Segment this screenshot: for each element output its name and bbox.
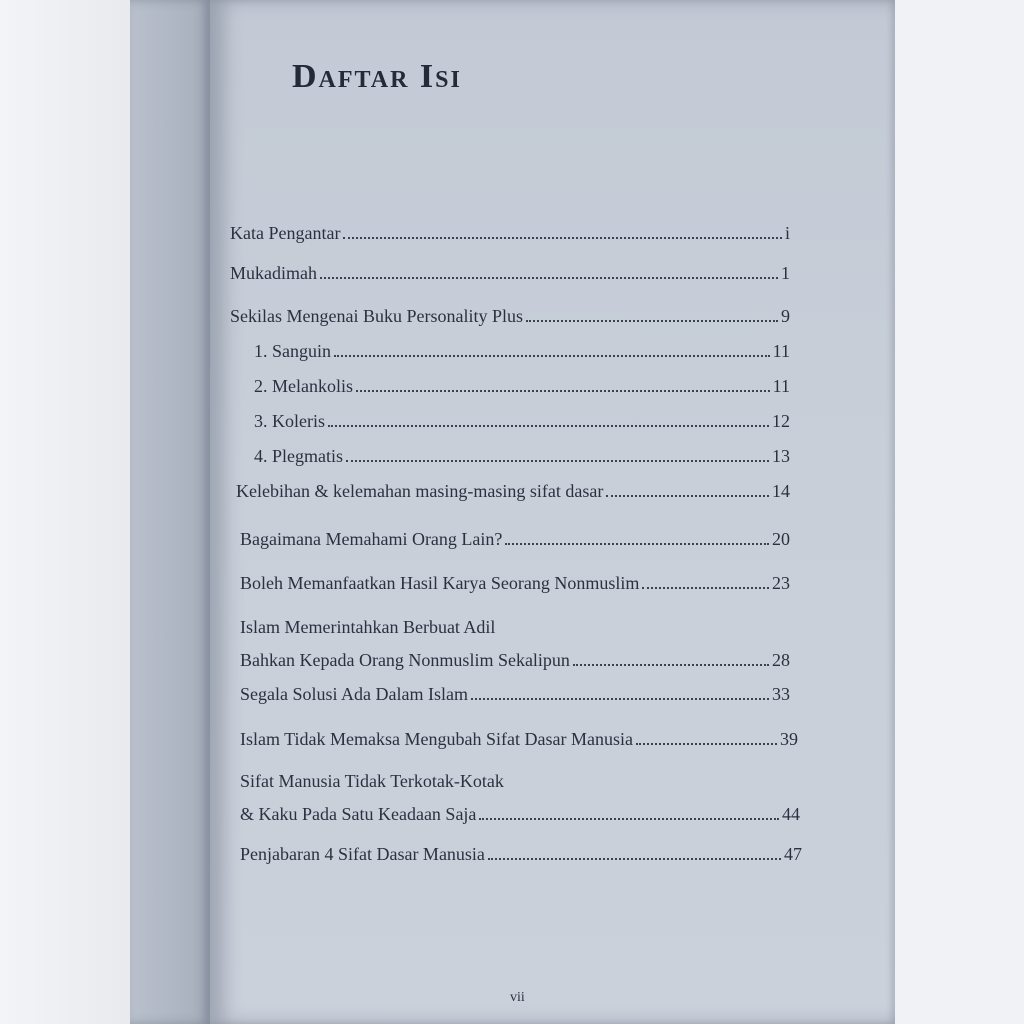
toc-page-number: 14 — [772, 481, 790, 501]
toc-label: & Kaku Pada Satu Keadaan Saja — [240, 804, 477, 824]
page-folio: vii — [510, 990, 525, 1005]
toc-leader — [328, 425, 769, 427]
toc-entry — [230, 262, 790, 284]
toc-leader — [320, 277, 778, 279]
toc-entry — [240, 728, 798, 750]
toc-entry — [254, 340, 790, 362]
toc-page-number: i — [784, 223, 790, 243]
toc-leader — [573, 664, 769, 666]
toc-label: Bagaimana Memahami Orang Lain? — [240, 529, 503, 549]
toc-leader — [334, 355, 770, 357]
toc-label-line1: Islam Memerintahkan Berbuat Adil — [240, 617, 496, 637]
toc-label: Islam Tidak Memaksa Mengubah Sifat Dasar Manusia — [240, 729, 633, 749]
toc-page-number: 9 — [781, 306, 790, 326]
toc-leader — [606, 495, 769, 497]
toc-leader — [479, 818, 779, 820]
toc-page-number: 23 — [772, 573, 790, 593]
toc-label: 3. Koleris — [254, 411, 325, 431]
book-page — [210, 0, 895, 1024]
toc-label: Penjabaran 4 Sifat Dasar Manusia — [240, 844, 485, 864]
toc-entry — [240, 770, 800, 825]
toc-entry — [254, 375, 790, 397]
page-title: Daftar Isi — [292, 58, 462, 95]
toc-label: 1. Sanguin — [254, 341, 332, 361]
toc-entry — [240, 616, 790, 671]
toc-page-number: 39 — [780, 729, 798, 749]
toc-label: Sekilas Mengenai Buku Personality Plus — [230, 306, 523, 326]
toc-leader — [505, 543, 769, 545]
toc-leader — [343, 237, 782, 239]
toc-label: 2. Melankolis — [254, 376, 353, 396]
toc-page-number: 33 — [772, 684, 790, 704]
toc-entry — [240, 572, 790, 594]
toc-entry — [240, 683, 790, 705]
toc-leader — [642, 587, 769, 589]
toc-page-number: 11 — [772, 376, 790, 396]
toc-entry — [254, 410, 790, 432]
toc-entry — [230, 305, 790, 327]
toc-page-number: 44 — [782, 804, 800, 824]
toc-label: Mukadimah — [230, 263, 317, 283]
toc-leader — [471, 698, 769, 700]
toc-entry — [240, 528, 790, 550]
toc-entry — [230, 222, 790, 244]
previous-page-edge — [130, 0, 210, 1024]
toc-page-number: 13 — [772, 446, 790, 466]
toc-leader — [488, 858, 781, 860]
toc-entry — [254, 445, 790, 467]
toc-page-number: 11 — [772, 341, 790, 361]
toc-page-number: 12 — [772, 411, 790, 431]
toc-label: 4. Plegmatis — [254, 446, 343, 466]
toc-page-number: 20 — [772, 529, 790, 549]
toc-leader — [636, 743, 777, 745]
toc-label: Kelebihan & kelemahan masing-masing sifat dasar — [236, 481, 604, 501]
background-right — [895, 0, 1024, 1024]
toc-label: Boleh Memanfaatkan Hasil Karya Seorang Nonmuslim — [240, 573, 640, 593]
toc-page-number: 1 — [781, 263, 790, 283]
toc-page-number: 28 — [772, 650, 790, 670]
toc-page-number: 47 — [784, 844, 802, 864]
toc-label-line1: Sifat Manusia Tidak Terkotak-Kotak — [240, 771, 504, 791]
toc-entry — [236, 480, 790, 502]
toc-entry — [240, 843, 802, 865]
toc-leader — [526, 320, 778, 322]
toc-label: Kata Pengantar — [230, 223, 341, 243]
toc-label: Bahkan Kepada Orang Nonmuslim Sekalipun — [240, 650, 570, 670]
toc-label: Segala Solusi Ada Dalam Islam — [240, 684, 468, 704]
toc-leader — [356, 390, 770, 392]
background-left — [0, 0, 130, 1024]
toc-leader — [346, 460, 769, 462]
